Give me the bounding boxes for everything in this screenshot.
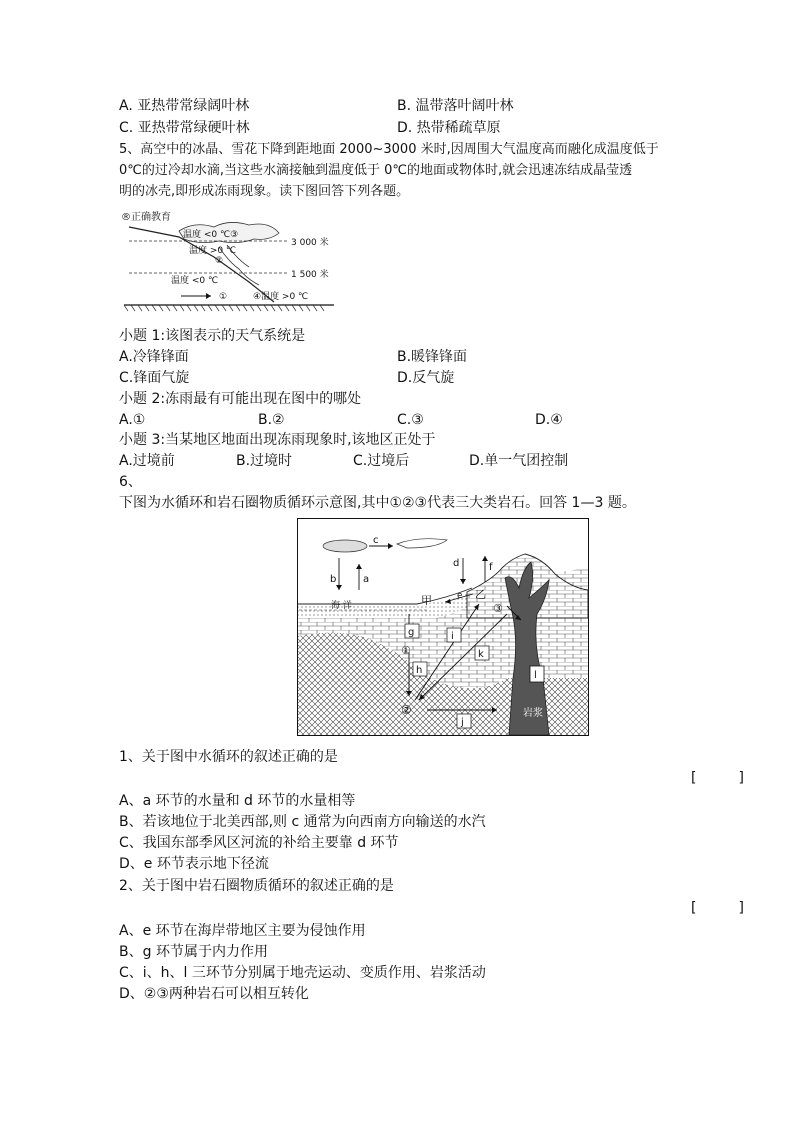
label-rock-2: ②	[401, 703, 412, 717]
q5-sub2-option-a: A.①	[119, 412, 146, 428]
q6-sub2-option-c: C、i、h、l 三环节分别属于地壳运动、变质作用、岩浆活动	[119, 965, 486, 981]
q6-sub1-stem: 1、关于图中水循环的叙述正确的是	[119, 749, 338, 765]
q6-sub2-stem: 2、关于图中岩石圈物质循环的叙述正确的是	[119, 878, 394, 894]
label-h: h	[416, 665, 423, 676]
q5-sub1-option-b: B.暖锋锋面	[397, 349, 468, 365]
diagram-watermark: ®正确教育	[121, 212, 171, 223]
q5-sub1-option-a: A.冷锋锋面	[119, 349, 189, 365]
q6-sub1-option-c: C、我国东部季风区河流的补给主要靠 d 环节	[119, 835, 399, 851]
q5-sub3-stem: 小题 3:当某地区地面出现冻雨现象时,该地区正处于	[119, 432, 436, 448]
q5-intro-line-3: 明的冰壳,即形成冻雨现象。读下图回答下列各题。	[119, 184, 410, 199]
q4-option-b: B. 温带落叶阔叶林	[397, 98, 514, 114]
label-temp-ground: ④温度 >0 ℃	[253, 292, 309, 302]
label-e: e	[457, 591, 463, 601]
label-i: i	[451, 631, 454, 642]
q5-sub3-option-a: A.过境前	[119, 453, 175, 469]
label-temp-top: 温度 <0 ℃③	[183, 230, 239, 240]
freezing-rain-diagram	[119, 207, 339, 315]
q6-number: 6、	[119, 474, 142, 490]
q4-option-d: D. 热带稀疏草原	[397, 120, 501, 136]
label-3000m: 3 000 米	[291, 238, 329, 248]
label-c: c	[373, 535, 379, 546]
label-j: j	[461, 717, 464, 728]
label-d: d	[453, 558, 460, 569]
q6-sub1-option-b: B、若该地位于北美西部,则 c 通常为向西南方向输送的水汽	[119, 814, 486, 830]
label-l: l	[534, 670, 537, 681]
water-rock-cycle-diagram	[297, 518, 589, 736]
q6-intro: 下图为水循环和岩石圈物质循环示意图,其中①②③代表三大类岩石。回答 1—3 题。	[119, 495, 636, 511]
label-f: f	[489, 562, 493, 573]
label-g: g	[408, 627, 415, 638]
label-rock-3: ③	[493, 602, 503, 615]
q6-sub2-option-d: D、②③两种岩石可以相互转化	[119, 986, 309, 1002]
label-b: b	[330, 574, 337, 585]
q6-sub2-answer-bracket[interactable]: [ ]	[691, 900, 744, 916]
q6-sub2-option-b: B、g 环节属于内力作用	[119, 944, 268, 960]
q5-sub2-option-c: C.③	[397, 412, 424, 428]
label-k: k	[478, 649, 484, 660]
q5-sub3-option-b: B.过境时	[236, 453, 293, 469]
label-jia: 甲	[421, 594, 432, 607]
label-1500m: 1 500 米	[291, 270, 329, 280]
q6-sub1-option-a: A、a 环节的水量和 d 环节的水量相等	[119, 793, 356, 809]
q6-sub1-option-d: D、e 环节表示地下径流	[119, 856, 269, 872]
label-rock-1: ①	[401, 644, 411, 657]
label-circle-1: ①	[219, 292, 228, 302]
q6-sub2-option-a: A、e 环节在海岸带地区主要为侵蚀作用	[119, 923, 366, 939]
q5-intro-line-2: 0℃的过冷却水滴,当这些水滴接触到温度低于 0℃的地面或物体时,就会迅速冻结成晶莹透	[119, 163, 633, 178]
q5-sub1-option-d: D.反气旋	[397, 370, 455, 386]
q6-sub1-answer-bracket[interactable]: [ ]	[691, 770, 744, 786]
label-ocean: 海 洋	[331, 601, 352, 611]
q5-sub3-option-d: D.单一气团控制	[469, 453, 569, 469]
label-circle-2: ②	[215, 256, 224, 266]
q5-sub1-stem: 小题 1:该图表示的天气系统是	[119, 328, 306, 344]
q5-sub1-option-c: C.锋面气旋	[119, 370, 190, 386]
label-temp-mid: 温度 >0 ℃	[189, 246, 237, 256]
q4-option-c: C. 亚热带常绿硬叶林	[119, 120, 250, 136]
q5-sub2-option-b: B.②	[258, 412, 285, 428]
q5-sub2-option-d: D.④	[535, 412, 563, 428]
q5-sub3-option-c: C.过境后	[353, 453, 410, 469]
label-a: a	[363, 574, 370, 585]
q4-option-a: A. 亚热带常绿阔叶林	[119, 98, 250, 114]
label-yi: 乙	[475, 588, 486, 601]
label-magma: 岩浆	[523, 708, 543, 719]
q5-sub2-stem: 小题 2:冻雨最有可能出现在图中的哪处	[119, 391, 362, 407]
label-temp-low: 温度 <0 ℃	[171, 276, 219, 286]
q5-intro-line-1: 5、高空中的冰晶、雪花下降到距地面 2000~3000 米时,因周围大气温度高而融化成温度低于	[119, 142, 659, 157]
